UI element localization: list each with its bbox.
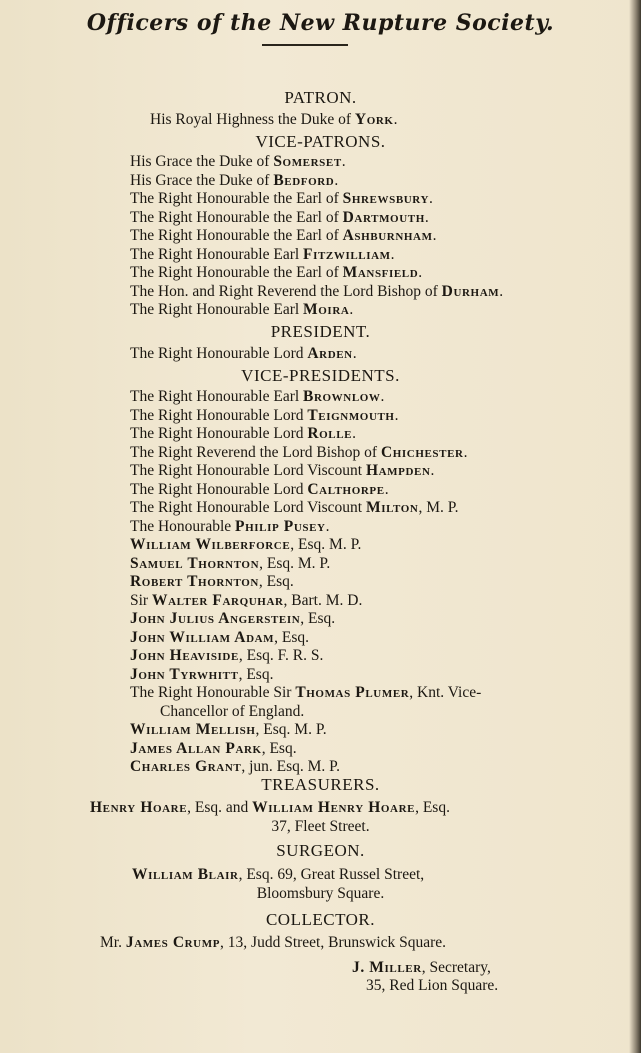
officer-name: Dartmouth xyxy=(342,208,425,226)
line-text: The Right Honourable Lord xyxy=(130,345,308,362)
president-line xyxy=(130,345,357,363)
line-text: . xyxy=(384,480,389,498)
officer-name: Milton xyxy=(365,499,419,516)
line-text: Bloomsbury Square. xyxy=(256,885,385,902)
collector-line xyxy=(100,934,446,952)
vice-presidents-line xyxy=(130,647,323,665)
line-text: , Esq. xyxy=(238,665,274,683)
line-text: His Royal Highness the Duke of xyxy=(150,111,355,128)
vice-presidents-line xyxy=(160,703,304,721)
vice-patrons-line xyxy=(130,190,433,208)
line-text: , Bart. M. D. xyxy=(283,591,363,609)
officer-name: Ashburnham xyxy=(342,227,433,244)
line-text: The Right Honourable Lord xyxy=(130,425,308,442)
officer-name: William Henry Hoare xyxy=(252,799,416,816)
vice-patrons-line xyxy=(130,172,338,190)
line-text: His Grace the Duke of xyxy=(130,171,274,189)
officer-name: John Heaviside xyxy=(130,647,239,664)
officer-name: Bedford xyxy=(273,171,335,189)
secretary-line xyxy=(366,977,498,995)
line-text: The Right Honourable Lord Viscount xyxy=(130,462,366,479)
line-text: The Right Honourable Sir xyxy=(130,684,296,701)
vice-presidents-line xyxy=(130,758,340,776)
line-text: , Esq. xyxy=(415,799,450,816)
officer-name: Mansfield xyxy=(342,264,419,281)
officer-name: Chichester xyxy=(380,443,464,461)
line-text: . xyxy=(341,153,346,170)
collector-heading: COLLECTOR. xyxy=(265,910,376,929)
vice-presidents-heading: VICE-PRESIDENTS. xyxy=(241,366,400,385)
line-text: Mr. xyxy=(100,934,126,951)
treasurers-line xyxy=(90,799,450,817)
officer-name: Moira xyxy=(303,301,350,318)
treasurers-line xyxy=(0,818,641,836)
vice-presidents-line xyxy=(130,425,356,443)
line-text: . xyxy=(430,462,435,479)
line-text: . xyxy=(499,282,504,300)
vice-patrons-line xyxy=(130,153,346,171)
officer-name: Calthorpe xyxy=(307,480,385,498)
officer-name: Samuel Thornton xyxy=(130,554,260,572)
line-text: The Right Honourable the Earl of xyxy=(130,208,343,226)
line-text: , M. P. xyxy=(418,499,459,516)
officer-name: Thomas Plumer xyxy=(295,684,410,701)
officer-name: Robert Thornton xyxy=(130,573,259,590)
line-text: His Grace the Duke of xyxy=(130,153,274,170)
line-text: . xyxy=(429,190,433,207)
vice-presidents-line xyxy=(130,666,273,684)
vice-patrons-line xyxy=(130,246,395,264)
surgeon-heading: SURGEON. xyxy=(276,841,365,860)
vice-presidents-line xyxy=(130,499,459,517)
vice-presidents-line xyxy=(130,462,434,480)
line-text: , 13, Judd Street, Brunswick Square. xyxy=(220,934,447,951)
line-text: , Knt. Vice- xyxy=(409,684,482,701)
line-text: The Hon. and Right Reverend the Lord Bishop of xyxy=(130,282,442,300)
line-text: The Honourable xyxy=(130,517,236,535)
line-text: The Right Honourable Lord xyxy=(130,406,308,424)
line-text: , Esq. xyxy=(300,610,336,627)
officer-name: Fitzwilliam xyxy=(303,245,391,263)
officer-name: William Blair xyxy=(132,866,239,883)
line-text: , Esq. M. P. xyxy=(259,554,331,572)
vice-presidents-line xyxy=(130,481,389,499)
line-text: . xyxy=(334,171,339,189)
officer-name: James Allan Park xyxy=(130,739,262,757)
vice-patrons-heading: VICE-PATRONS. xyxy=(255,132,386,151)
officer-name: J. Miller xyxy=(352,959,422,976)
line-text: , Esq. 69, Great Russel Street, xyxy=(238,866,425,883)
line-text: , Secretary, xyxy=(421,959,491,976)
officer-name: Teignmouth xyxy=(307,406,395,424)
officer-name: Somerset xyxy=(273,153,342,170)
line-text: . xyxy=(432,227,437,244)
line-text: , Esq. xyxy=(261,739,297,757)
line-text: The Right Honourable Lord xyxy=(130,480,308,498)
officer-name: William Mellish xyxy=(130,721,256,738)
officer-name: Philip Pusey xyxy=(235,517,326,535)
vice-presidents-line xyxy=(130,407,398,425)
line-text: . xyxy=(418,264,423,281)
surgeon-line xyxy=(132,866,424,884)
vice-presidents-line xyxy=(130,536,361,554)
line-text: . xyxy=(393,111,398,128)
vice-patrons-line xyxy=(130,301,353,319)
line-text: Sir xyxy=(130,591,152,609)
line-text: The Right Honourable Lord Viscount xyxy=(130,499,366,516)
line-text: , Esq. M. P. xyxy=(255,721,327,738)
officer-name: Brownlow xyxy=(303,388,381,405)
officer-name: Walter Farquhar xyxy=(151,591,284,609)
line-text: The Right Reverend the Lord Bishop of xyxy=(130,443,381,461)
patron-line xyxy=(150,111,397,129)
secretary-line xyxy=(352,959,491,977)
treasurers-heading: TREASURERS. xyxy=(261,775,380,794)
line-text: 35, Red Lion Square. xyxy=(366,977,499,994)
line-text: . xyxy=(390,245,395,263)
line-text: . xyxy=(352,425,356,442)
vice-presidents-line xyxy=(130,610,335,628)
officer-name: Hampden xyxy=(365,462,431,479)
line-text: , Esq. M. P. xyxy=(290,536,362,553)
page-title: Officers of the New Rupture Society. xyxy=(86,10,555,36)
line-text: The Right Honourable the Earl of xyxy=(130,190,343,207)
vice-presidents-line xyxy=(130,740,297,758)
vice-presidents-line xyxy=(130,444,467,462)
line-text: . xyxy=(463,443,468,461)
line-text: The Right Honourable Earl xyxy=(130,301,304,318)
officer-name: Shrewsbury xyxy=(342,190,429,207)
officer-name: Charles Grant xyxy=(130,758,242,775)
officer-name: Durham xyxy=(441,282,500,300)
vice-patrons-line xyxy=(130,264,422,282)
vice-patrons-line xyxy=(130,283,503,301)
officer-name: James Crump xyxy=(125,934,221,951)
surgeon-line xyxy=(0,885,641,903)
officer-name: Arden xyxy=(307,345,353,362)
vice-presidents-line xyxy=(130,684,481,702)
line-text: The Right Honourable the Earl of xyxy=(130,264,343,281)
patron-heading: PATRON. xyxy=(284,88,357,107)
line-text: , Esq. F. R. S. xyxy=(238,647,324,664)
vice-presidents-line xyxy=(130,388,384,406)
officer-name: York xyxy=(354,111,394,128)
president-heading: PRESIDENT. xyxy=(270,322,371,341)
vice-presidents-line xyxy=(130,518,329,536)
line-text: . xyxy=(424,208,429,226)
line-text: , jun. Esq. M. P. xyxy=(241,758,340,775)
line-text: . xyxy=(349,301,354,318)
line-text: 37, Fleet Street. xyxy=(271,818,370,835)
vice-presidents-line xyxy=(130,592,362,610)
line-text: , Esq. xyxy=(258,573,294,590)
line-text: , Esq. and xyxy=(187,799,253,816)
line-text: Chancellor of England. xyxy=(160,702,305,720)
line-text: . xyxy=(380,388,385,405)
vice-presidents-line xyxy=(130,555,330,573)
officer-name: John Tyrwhitt xyxy=(130,665,239,683)
line-text: The Right Honourable Earl xyxy=(130,245,304,263)
title-rule xyxy=(262,44,348,46)
vice-presidents-line xyxy=(130,629,309,647)
officer-name: Rolle xyxy=(307,425,353,442)
line-text: . xyxy=(325,517,330,535)
vice-patrons-line xyxy=(130,209,429,227)
vice-presidents-line xyxy=(130,573,294,591)
line-text: The Right Honourable Earl xyxy=(130,388,304,405)
line-text: , Esq. xyxy=(274,628,310,646)
line-text: The Right Honourable the Earl of xyxy=(130,227,343,244)
officer-name: William Wilberforce xyxy=(130,536,291,553)
vice-patrons-line xyxy=(130,227,436,245)
line-text: . xyxy=(394,406,399,424)
line-text: . xyxy=(352,345,357,362)
officer-name: Henry Hoare xyxy=(90,799,188,816)
vice-presidents-line xyxy=(130,721,327,739)
officer-name: John William Adam xyxy=(130,628,275,646)
officer-name: John Julius Angerstein xyxy=(130,610,301,627)
